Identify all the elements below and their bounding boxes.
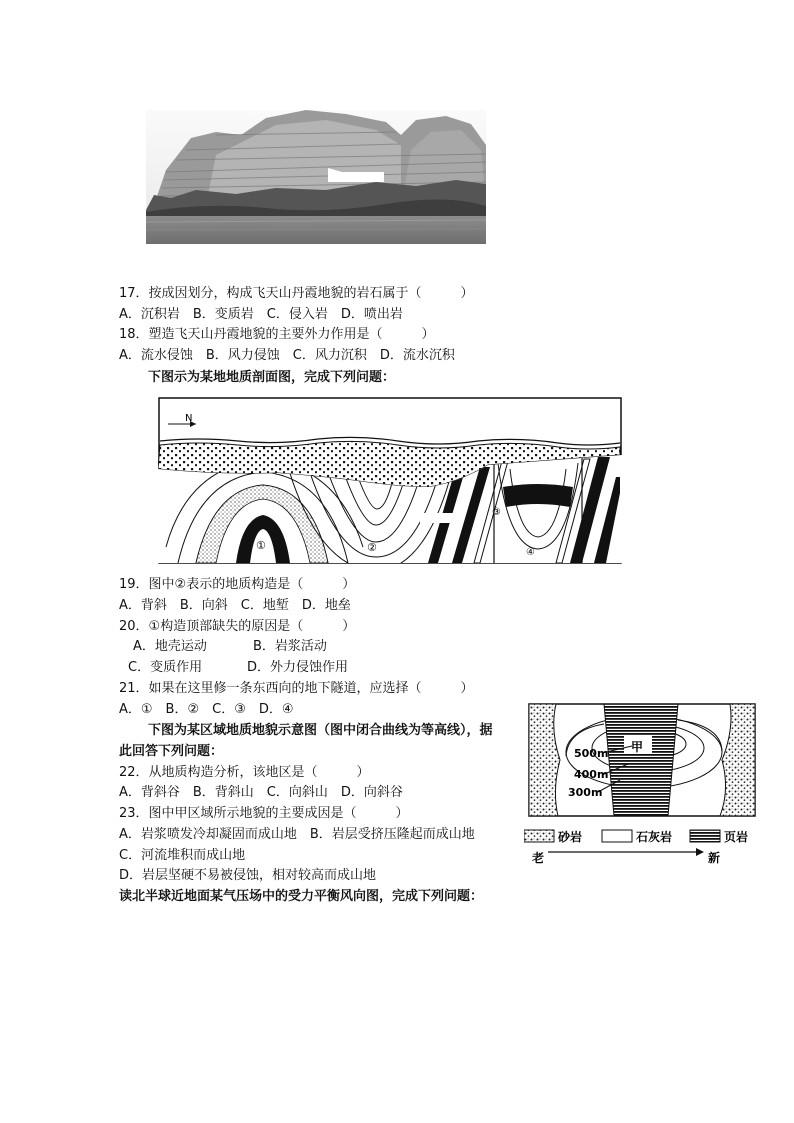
mark-4: ④ bbox=[526, 547, 535, 558]
q19-options: A．背斜 B．向斜 C．地堑 D．地垒 bbox=[119, 598, 351, 613]
profile-intro: 下图示为某地地质剖面图，完成下列问题： bbox=[148, 370, 396, 385]
q22-question: 22．从地质构造分析，该地区是（ ） bbox=[119, 765, 370, 780]
q20-option-d: D．外力侵蚀作用 bbox=[247, 660, 349, 675]
legend-shale: 页岩 bbox=[724, 830, 749, 844]
q17-options: A．沉积岩 B．变质岩 C．侵入岩 D．喷出岩 bbox=[119, 307, 403, 322]
legend-sandstone: 砂岩 bbox=[558, 830, 583, 844]
legend-new: 新 bbox=[708, 851, 721, 865]
q19-question: 19．图中②表示的地质构造是（ ） bbox=[119, 577, 356, 592]
north-label: N bbox=[185, 413, 193, 424]
q18-options: A．流水侵蚀 B．风力侵蚀 C．风力沉积 D．流水沉积 bbox=[119, 348, 455, 363]
q17-question: 17．按成因划分，构成飞天山丹霞地貌的岩石属于（ ） bbox=[119, 286, 474, 301]
mark-3: ③ bbox=[492, 507, 501, 518]
q20-question: 20．①构造顶部缺失的原因是（ ） bbox=[119, 619, 356, 634]
danxia-photo bbox=[146, 110, 486, 244]
legend-sandstone-swatch bbox=[524, 830, 554, 842]
legend-shale-swatch bbox=[690, 830, 720, 842]
wind-intro: 读北半球近地面某气压场中的受力平衡风向图，完成下列问题： bbox=[119, 889, 484, 904]
contour-500: 500m bbox=[574, 747, 609, 760]
q20-option-b: B．岩浆活动 bbox=[253, 639, 327, 654]
q23-option-ab: A．岩浆喷发冷却凝固而成山地 B．岩层受挤压隆起而成山地 bbox=[119, 827, 475, 842]
q22-options: A．背斜谷 B．背斜山 C．向斜山 D．向斜谷 bbox=[119, 785, 403, 800]
regional-geology-map bbox=[524, 700, 764, 868]
region-intro-line1: 下图为某区域地质地貌示意图（图中闭合曲线为等高线），据 bbox=[148, 723, 493, 738]
mark-2: ② bbox=[367, 541, 377, 554]
q23-option-d: D．岩层坚硬不易被侵蚀，相对较高而成山地 bbox=[119, 868, 377, 883]
legend-limestone: 石灰岩 bbox=[636, 830, 673, 844]
q23-question: 23．图中甲区域所示地貌的主要成因是（ ） bbox=[119, 806, 409, 821]
contour-300: 300m bbox=[568, 786, 603, 799]
q21-question: 21．如果在这里修一条东西向的地下隧道，应选择（ ） bbox=[119, 681, 474, 696]
region-intro-line2: 此回答下列问题： bbox=[119, 744, 224, 759]
legend-limestone-swatch bbox=[602, 830, 632, 842]
legend-old: 老 bbox=[532, 851, 545, 865]
q20-option-c: C．变质作用 bbox=[128, 660, 203, 675]
mark-1: ① bbox=[256, 539, 266, 552]
q21-options: A．① B．② C．③ D．④ bbox=[119, 702, 294, 717]
q23-option-c: C．河流堆积而成山地 bbox=[119, 848, 246, 863]
q20-option-a: A．地壳运动 bbox=[133, 639, 207, 654]
q18-question: 18．塑造飞天山丹霞地貌的主要外力作用是（ ） bbox=[119, 327, 435, 342]
contour-400: 400m bbox=[574, 768, 609, 781]
region-center-label: 甲 bbox=[631, 740, 644, 754]
geologic-profile-diagram bbox=[158, 397, 622, 565]
